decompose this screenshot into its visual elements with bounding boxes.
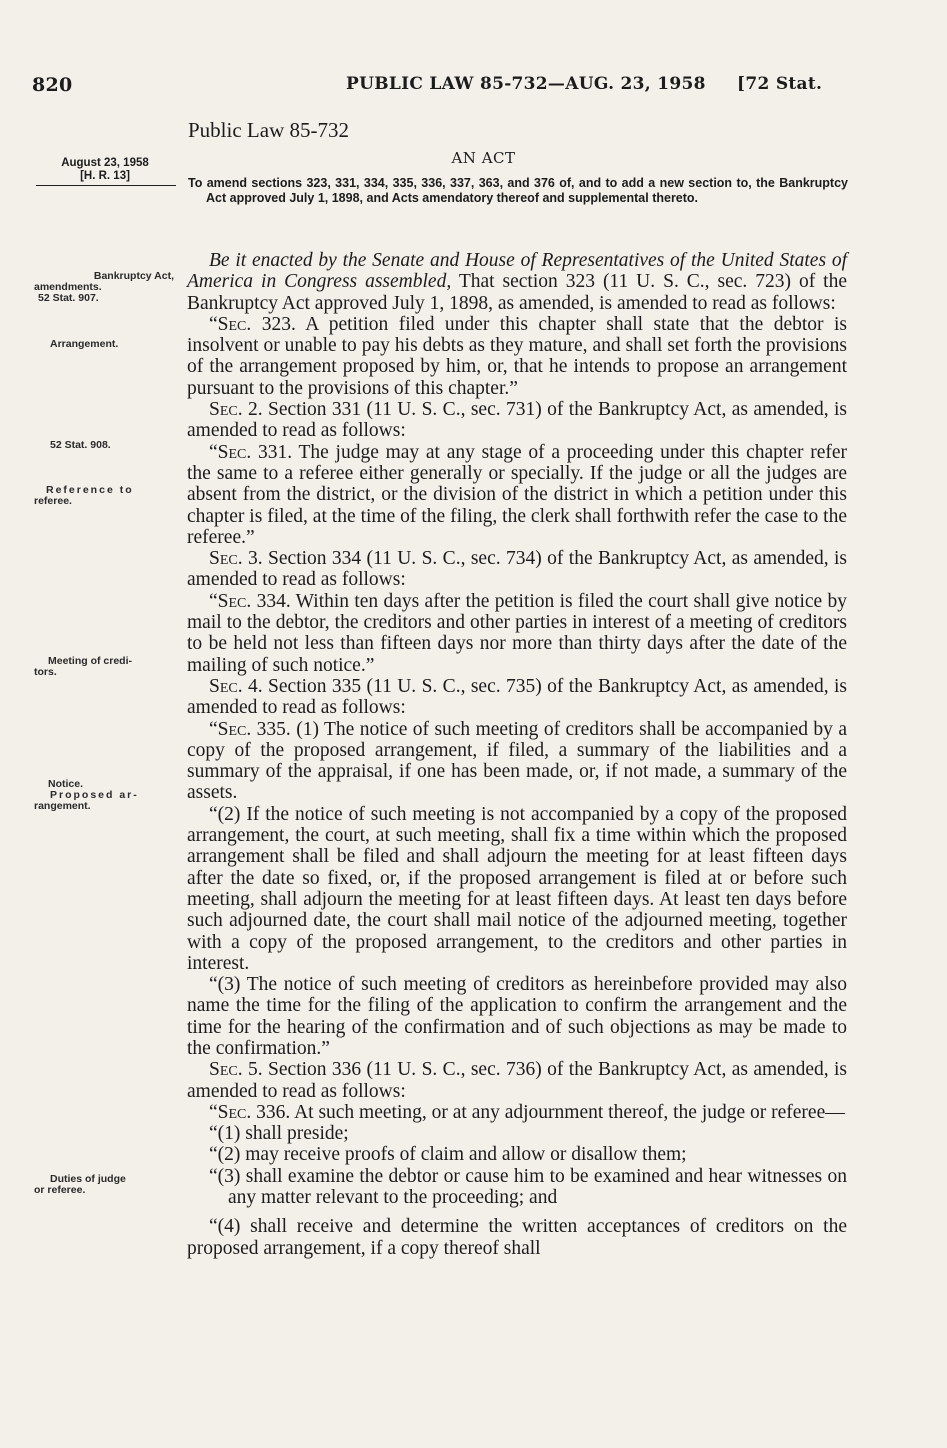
section-text: 3. Section 334 (11 U. S. C., sec. 734) of the Bankruptcy Act, as amended, is amended to read as follows: (187, 548, 847, 591)
sidenote-line: rangement. (34, 800, 91, 812)
running-header-title: PUBLIC LAW 85-732—AUG. 23, 1958 (346, 74, 706, 94)
public-law-number: Public Law 85-732 (188, 118, 349, 142)
sidenote-line: amendments. (34, 281, 102, 293)
sidenote-line: Meeting of credi- (48, 655, 133, 667)
section-text: 2. Section 331 (11 U. S. C., sec. 731) of the Bankruptcy Act, as amended, is amended to read as follows: (187, 399, 847, 442)
enacting-rest: That section 323 (11 U. S. C., sec. 723) of the Bankruptcy Act approved July 1, 1898, as amended, is amended to read as follows: (187, 271, 848, 314)
sidenote-line: Duties of judge (50, 1173, 126, 1185)
sidenote-line: Proposed ar- (50, 789, 139, 801)
section-text: 4. Section 335 (11 U. S. C., sec. 735) of the Bankruptcy Act, as amended, is amended to read as follows: (187, 675, 847, 719)
section-text: 331. The judge may at any stage of a proceeding under this chapter refer the same to a referee either generally or specially. If the judge or all the judges are absent from the district, or the division of the district in which a petition under this chapter is filed, at the time of the filing, the clerk shall forthwith refer the case to the referee.” (187, 441, 847, 548)
sidenote-line: 52 Stat. 907. (38, 292, 99, 304)
section-label: Sec. (209, 399, 243, 421)
list-item: “(2) may receive proofs of claim and allow or disallow them; (209, 1144, 687, 1166)
sidenote-line: tors. (34, 666, 57, 678)
section-label: “Sec. (209, 1101, 252, 1123)
sidenote-line: Arrangement. (50, 338, 119, 350)
section-336-text (187, 1102, 847, 1123)
enactment-date: August 23, 1958 (61, 157, 149, 169)
section-335-paragraph-2: “(2) If the notice of such meeting is not accompanied by a copy of the proposed arrangement, the court, at such meeting, shall fix a time within which the proposed arrangement shall be filed and shall adjourn the meeting for at least fifteen days after the date so fixed, or, if the proposed arrangement is filed at or before such meeting, shall adjourn the meeting for at least fifteen days. At least ten days before such adjourned date, the court shall mail notice of the adjourned meeting, together with a copy of the proposed arrangement, to the creditors and other parties in interest. (187, 803, 847, 974)
section-label: “Sec. (209, 718, 252, 740)
sidenote-line: 52 Stat. 908. (50, 439, 111, 451)
sidenote-duties (30, 1174, 180, 1196)
bill-number: [H. R. 13] (80, 170, 130, 182)
sidenote-line: or referee. (34, 1184, 86, 1196)
act-label: AN ACT (451, 149, 516, 167)
sidenote-line: Notice. (48, 778, 84, 790)
section-334-text (187, 591, 847, 676)
section-label: “Sec. (209, 313, 252, 335)
sidenote-meeting (30, 656, 180, 678)
sidenote-stat-908 (30, 440, 180, 451)
statute-reference: [72 Stat. (737, 74, 823, 94)
sidenote-bankruptcy (30, 271, 180, 304)
amendment-section-2 (187, 399, 847, 442)
section-331-text (187, 442, 847, 548)
act-purpose: To amend sections 323, 331, 334, 335, 336, 337, 363, and 376 of, and to add a new section to, the Bankruptcy Act approved July 1, 1898, and Acts amendatory thereof and supplemental thereto. (188, 176, 848, 205)
section-335-paragraph-3: “(3) The notice of such meeting of creditors as hereinbefore provided may also name the time for the filing of the application to confirm the arrangement and the time for the hearing of the confirmation and of such objections as may be made to the confirmation.” (187, 974, 847, 1059)
sidenote-line: Reference to (46, 484, 134, 496)
section-text: 336. At such meeting, or at any adjournment thereof, the judge or referee— (251, 1101, 845, 1123)
section-text: 335. (1) The notice of such meeting of creditors shall be accompanied by a copy of the proposed arrangement, if filed, a summary of the liabilities and a summary of the appraisal, if one has been made, or, if not made, a summary of the assets. (187, 718, 847, 804)
section-text: 334. Within ten days after the petition is filed the court shall give notice by mail to the debtor, the creditors and other parties in interest of a meeting of creditors to be held not less than fifteen days nor more than thirty days after the date of the mailing of such notice.” (187, 590, 847, 676)
section-label: Sec. (209, 1059, 243, 1081)
sidenote-reference (30, 485, 180, 507)
section-335-paragraph-1 (187, 719, 847, 804)
sidenote-line: referee. (34, 495, 72, 507)
statute-body (187, 250, 847, 1259)
sidenote-notice (30, 779, 180, 812)
section-label: Sec. (209, 675, 243, 697)
date-block (36, 157, 174, 183)
amendment-section-3 (187, 548, 847, 591)
section-323-text (187, 314, 847, 399)
enacting-italic: Be it enacted by the Senate and House of Representatives of the United States of America in Congress assembled, (187, 250, 847, 293)
amendment-section-4 (187, 676, 847, 719)
list-item: “(3) shall examine the debtor or cause him to be examined and hear witnesses on any matter relevant to the proceeding; and (209, 1165, 847, 1209)
section-text: 5. Section 336 (11 U. S. C., sec. 736) of the Bankruptcy Act, as amended, is amended to read as follows: (187, 1059, 847, 1102)
page-number: 820 (32, 74, 73, 96)
section-label: “Sec. (209, 441, 252, 463)
amendment-section-5 (187, 1059, 847, 1102)
section-text: 323. A petition filed under this chapter shall state that the debtor is insolvent or unable to pay his debts as they mature, and shall set forth the provisions of the arrangement proposed by him, or, that he intends to propose an arrangement pursuant to the provisions of this chapter.” (187, 313, 847, 399)
date-rule (36, 185, 176, 186)
sidenote-line: Bankruptcy Act, (93, 270, 174, 282)
sidenote-arrangement (30, 339, 180, 350)
enacting-clause (187, 250, 847, 314)
section-label: Sec. (209, 548, 243, 570)
section-label: “Sec. (209, 590, 252, 612)
list-item: “(1) shall preside; (209, 1123, 349, 1145)
list-item: “(4) shall receive and determine the written acceptances of creditors on the proposed arrangement, if a copy thereof shall (187, 1216, 847, 1259)
